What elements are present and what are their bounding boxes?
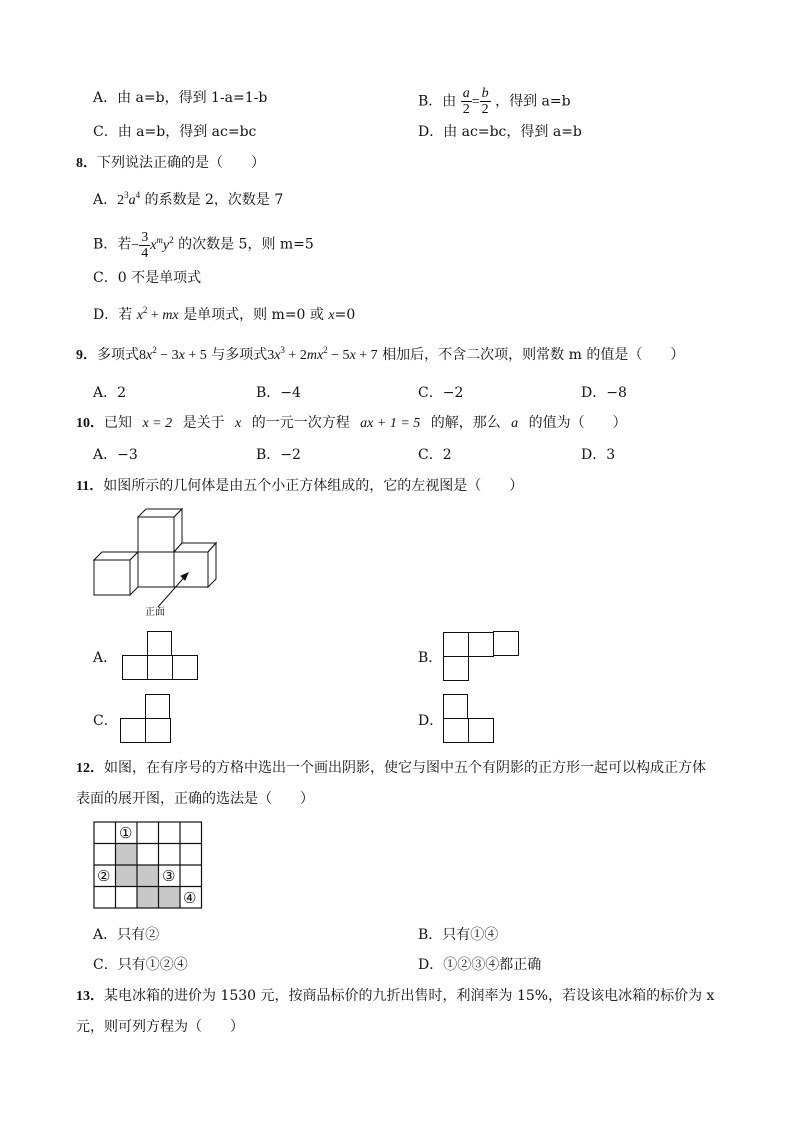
top-cube-front-face <box>138 517 174 552</box>
q12-option-d: D．①②③④都正确 <box>418 957 542 973</box>
q9-option-b: B．−4 <box>256 385 301 401</box>
q9-option-d: D．−8 <box>581 385 627 401</box>
q11-number: 11． <box>76 479 104 494</box>
right-cube-front-face <box>174 552 208 587</box>
q8-option-d <box>93 305 355 326</box>
q11-stem <box>76 476 523 497</box>
square <box>443 632 469 657</box>
math-monomial: − $\frac{3}{4}$ $x^my^2$ <box>131 230 174 261</box>
q10-stem-d: 的解，那么 <box>430 415 501 431</box>
q10-option-c: C．2 <box>418 447 452 463</box>
middle-cube-front-face <box>138 552 174 587</box>
q7-option-b-prefix: B．由 <box>418 93 457 110</box>
q11-option-d-label: D． <box>418 713 444 729</box>
square <box>172 655 198 680</box>
q10-var-a: a <box>511 416 519 431</box>
q11-option-c-label: C． <box>93 713 118 729</box>
shaded-square <box>116 865 138 887</box>
square <box>443 694 468 719</box>
q10-eq2: ax + 1 = 5 <box>360 416 421 431</box>
q8-b-prefix: B．若 <box>93 236 132 253</box>
q7-option-b-suffix: ，得到 a=b <box>495 93 571 110</box>
square <box>443 718 469 743</box>
square <box>147 631 172 656</box>
q12-option-c: C．只有①②④ <box>93 957 188 973</box>
shaded-square <box>159 887 181 909</box>
q9-stem-b: 与多项式 <box>211 347 268 363</box>
cell-label-1: ① <box>119 824 133 842</box>
q12-stem-line1 <box>76 758 706 779</box>
square <box>145 718 171 743</box>
fraction-b-over-2: $\frac{b}{2}$ <box>481 86 489 117</box>
equals-sign: = <box>471 94 480 110</box>
shaded-square <box>137 887 159 909</box>
square <box>493 631 519 656</box>
q8-number: 8． <box>76 156 97 171</box>
square <box>147 655 173 680</box>
square <box>145 694 170 719</box>
q8-option-b <box>93 230 314 261</box>
cube-solid-figure <box>90 507 230 607</box>
cell-label-4: ④ <box>183 889 197 907</box>
q8-b-suffix: 的次数是 5，则 m=5 <box>178 236 314 253</box>
q10-option-d: D．3 <box>581 447 616 463</box>
q12-stem-line2: 表面的展开图，正确的选法是（ ） <box>76 791 314 807</box>
square <box>443 656 469 681</box>
q13-number: 13． <box>76 989 104 1004</box>
q10-stem <box>76 413 627 434</box>
q9-number: 9． <box>76 348 97 363</box>
front-label: 正面 <box>145 607 165 618</box>
left-cube-side-face <box>130 552 138 595</box>
cell-label-3: ③ <box>162 867 176 885</box>
q10-eq1: x = 2 <box>142 416 173 431</box>
q7-option-c: C．由 a=b，得到 ac=bc <box>93 124 257 140</box>
q12-number: 12． <box>76 761 104 776</box>
q9-option-a: A．2 <box>93 385 127 401</box>
q8-a-prefix: A． <box>93 192 118 208</box>
q7-option-d: D．由 ac=bc，得到 a=b <box>418 124 582 140</box>
q10-stem-c: 的一元一次方程 <box>251 415 350 431</box>
square <box>468 632 494 657</box>
q8-a-suffix: 的系数是 2，次数是 7 <box>144 192 284 208</box>
square <box>122 655 148 680</box>
q13-stem-line2: 元，则可列方程为（ ） <box>76 1019 244 1035</box>
math-x2-plus-mx: $x^2$ + mx <box>136 305 179 323</box>
q10-var-x: x <box>235 416 242 431</box>
q10-option-a: A．−3 <box>93 447 138 463</box>
q9-option-c: C．−2 <box>418 385 464 401</box>
cell-label-2: ② <box>97 867 111 885</box>
square <box>468 718 494 743</box>
shaded-square <box>116 844 138 866</box>
q11-option-b-label: B． <box>418 650 443 666</box>
q10-number: 10． <box>76 416 104 431</box>
q10-stem-b: 是关于 <box>182 415 225 431</box>
q7-option-b <box>418 86 571 117</box>
q8-d-mid: 是单项式，则 m=0 或 <box>183 307 324 323</box>
q8-d-prefix: D．若 <box>93 307 133 323</box>
q10-stem-e: 的值为（ ） <box>528 415 627 431</box>
q11-stem-text: 如图所示的几何体是由五个小正方体组成的，它的左视图是（ ） <box>103 478 524 494</box>
q9-stem <box>76 345 684 366</box>
math-poly1: $8x^2 - 3x + 5$ <box>139 345 207 363</box>
shaded-square <box>137 865 159 887</box>
q8-option-a <box>93 190 283 211</box>
square <box>120 718 146 743</box>
q9-stem-a: 多项式 <box>97 347 139 363</box>
math-poly2: $3x^3 + 2mx^2 - 5x + 7$ <box>267 345 378 363</box>
math-x: x <box>328 308 335 323</box>
q10-stem-a: 已知 <box>104 415 132 431</box>
q13-stem-1: 某电冰箱的进价为 1530 元，按商品标价的九折出售时，利润率为 15%，若设该电冰箱的标价为 x <box>104 988 715 1004</box>
q10-option-b: B．−2 <box>256 447 301 463</box>
q13-stem-line1 <box>76 986 714 1007</box>
math-2cubed-a4: $2^3a^4$ <box>117 190 141 208</box>
q8-stem <box>76 153 265 174</box>
q12-option-b: B．只有①④ <box>418 927 499 943</box>
q7-option-a: A．由 a=b，得到 1-a=1-b <box>93 90 268 106</box>
q8-option-c: C．0 不是单项式 <box>93 270 202 286</box>
left-cube-front-face <box>94 560 130 595</box>
q12-option-a: A．只有② <box>93 927 160 943</box>
q11-option-a-label: A． <box>93 650 118 666</box>
fraction-a-over-2: $\frac{a}{2}$ <box>462 86 470 117</box>
q8-d-suffix: =0 <box>334 307 356 323</box>
q8-stem-text: 下列说法正确的是（ ） <box>97 155 265 171</box>
q9-stem-c: 相加后，不含二次项，则常数 m 的值是（ ） <box>382 347 685 363</box>
q12-stem-1: 如图，在有序号的方格中选出一个画出阴影，使它与图中五个有阴影的正方形一起可以构成正方体 <box>104 760 706 776</box>
